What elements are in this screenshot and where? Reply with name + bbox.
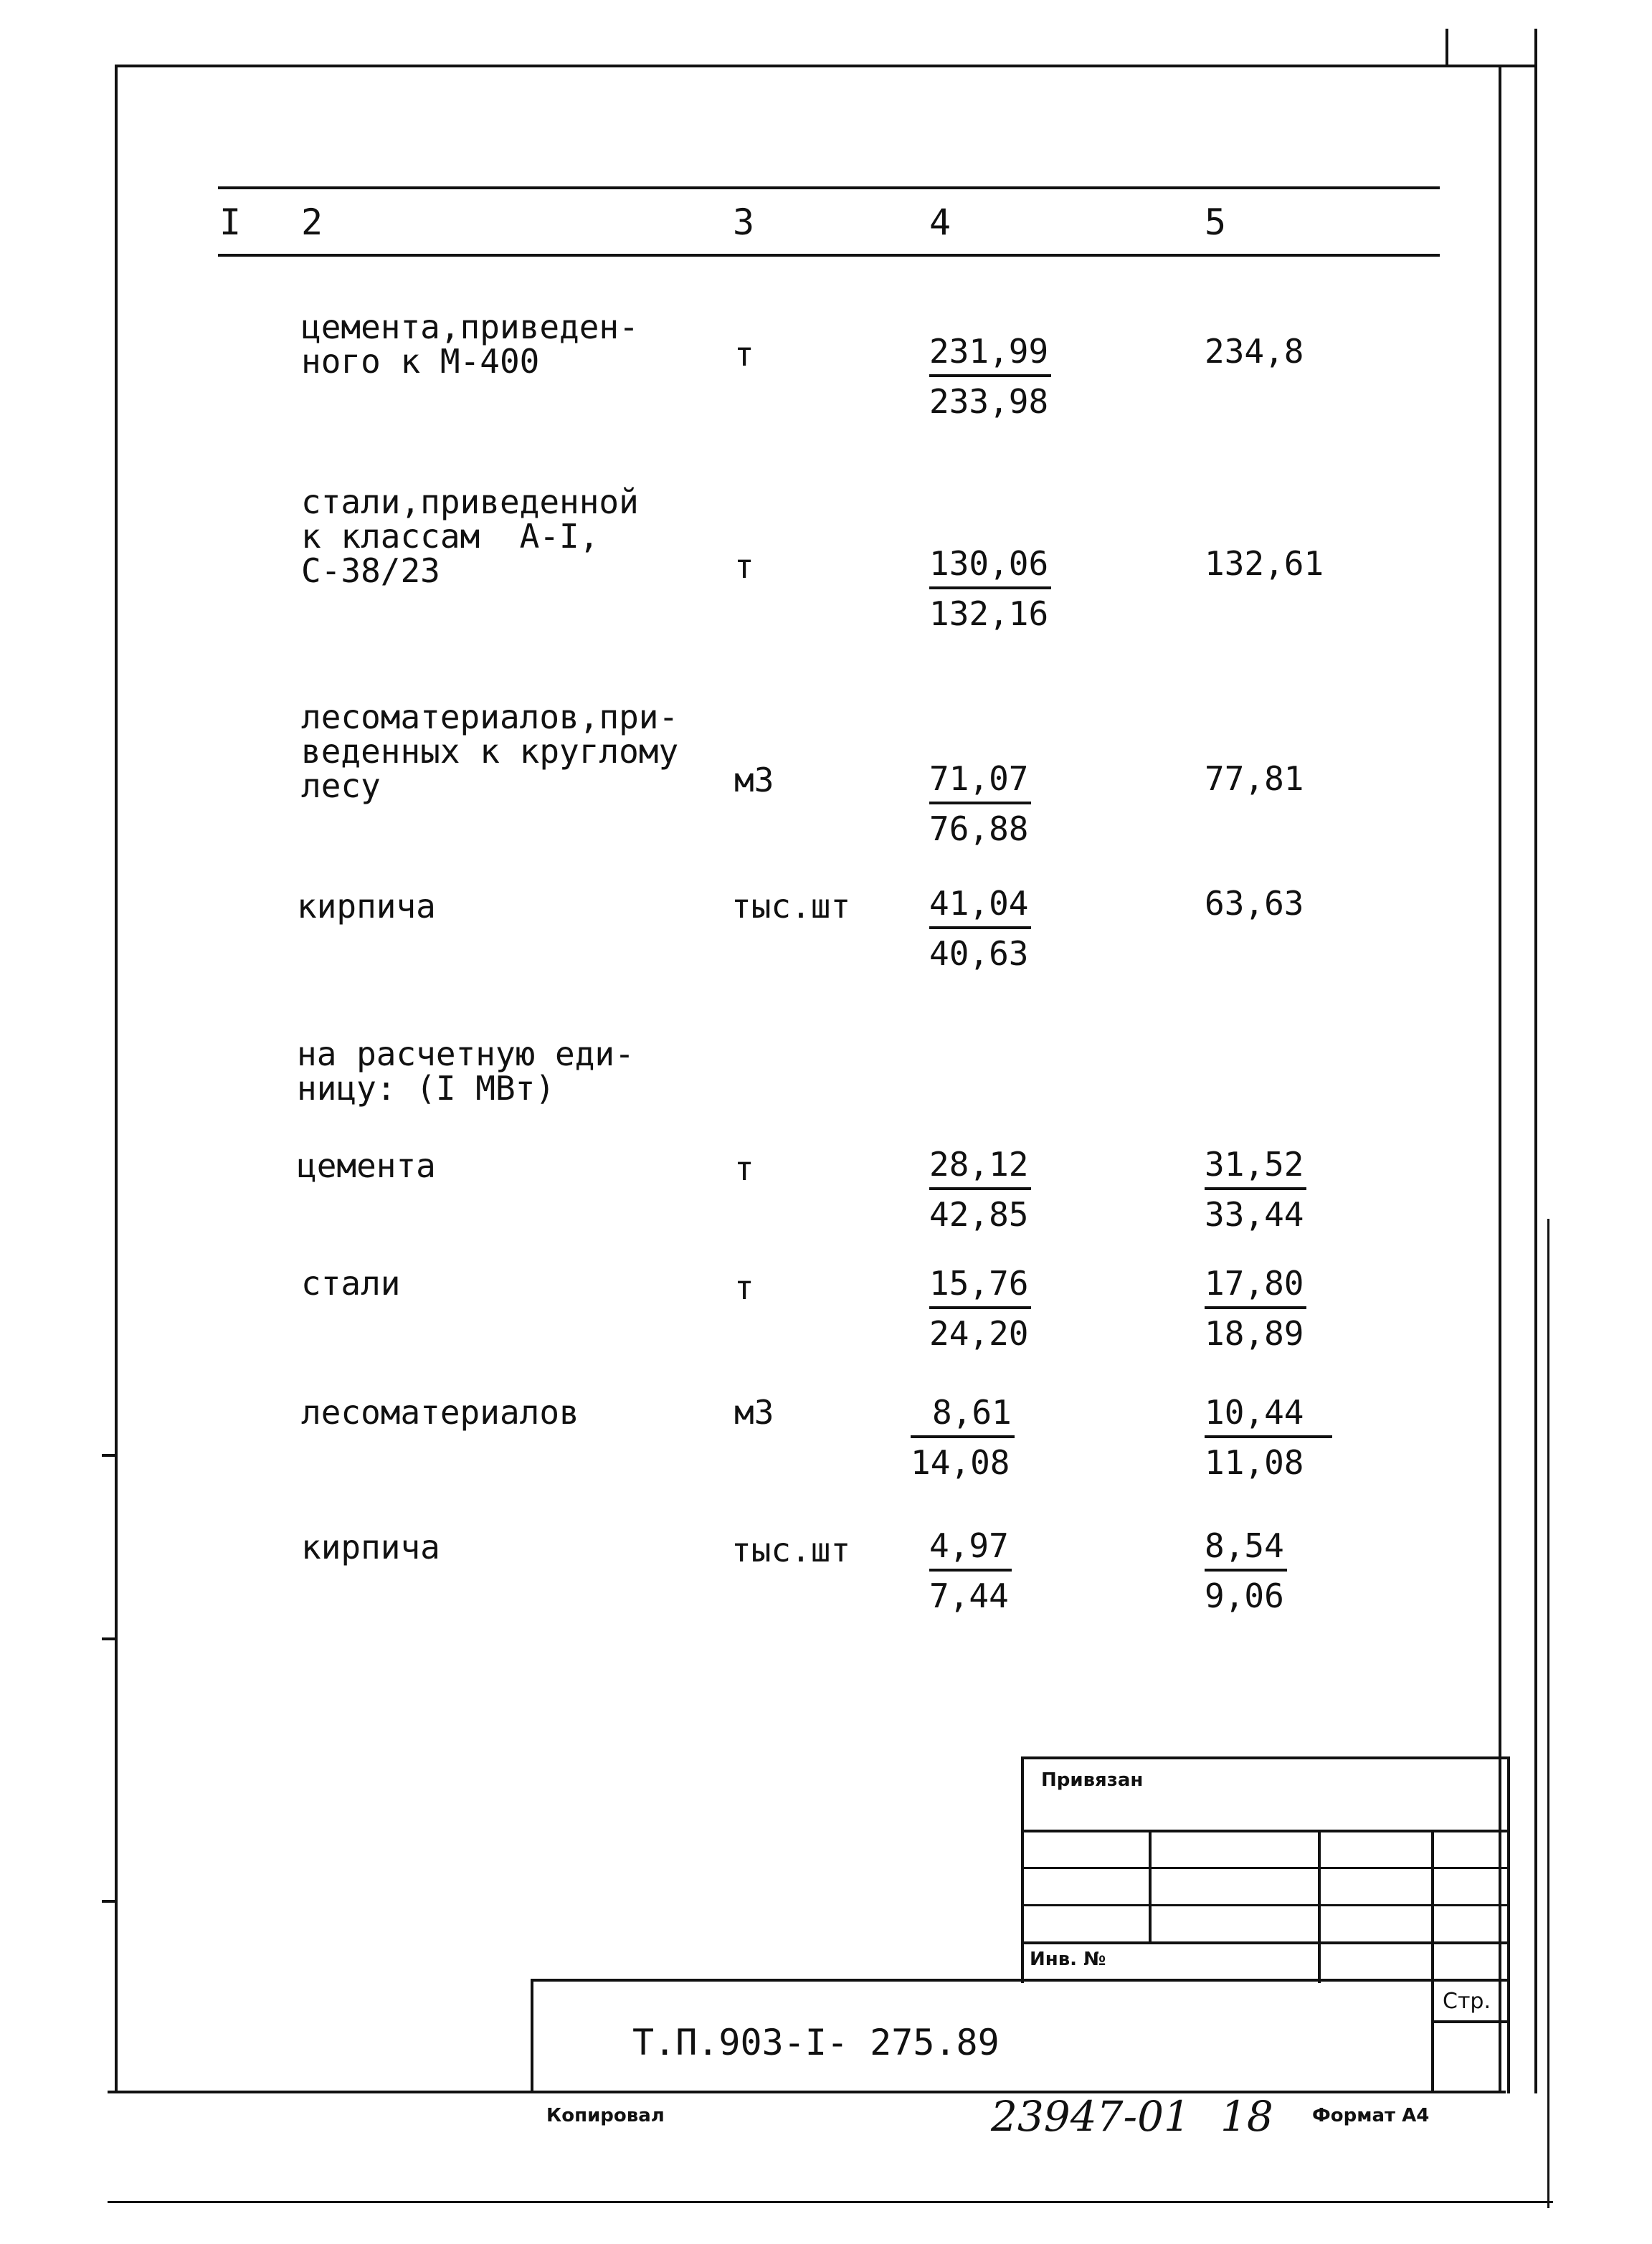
unit-row-steel-col5-top: 17,80 (1205, 1266, 1306, 1309)
section-title: на расчетную еди- ницу: (I МВт) (297, 1035, 635, 1108)
unit-row-cement-unit: т (734, 1149, 754, 1188)
unit-row-steel-col4 (908, 1266, 1031, 1351)
document-code: Т.П.903-I- 275.89 (632, 2022, 1000, 2063)
row-steel-col4 (929, 546, 1051, 631)
unit-row-timber-col4-bottom: 14,08 (911, 1443, 1010, 1482)
header-col-3: 3 (733, 201, 755, 243)
frame-top (115, 65, 1537, 67)
margin-tick (102, 1454, 118, 1457)
unit-row-cement-col5 (1205, 1147, 1306, 1232)
unit-row-timber-col4-top: 8,61 (911, 1395, 1015, 1438)
row-timber-col5: 77,81 (1205, 759, 1304, 798)
frame-top-tick (1446, 29, 1448, 67)
row-cement-col5: 234,8 (1205, 332, 1304, 371)
page-right-edge (1547, 1219, 1549, 2208)
unit-row-brick-col5 (1205, 1526, 1287, 1615)
row-steel-name: стали,приведенной к классам A-I, С-38/23 (301, 482, 639, 590)
table-header-rule-bottom (218, 254, 1440, 257)
stamp-page-label: Стр. (1443, 1989, 1491, 2014)
footer-format: Формат А4 (1312, 2105, 1430, 2126)
unit-row-timber-col4 (911, 1395, 1015, 1480)
stamp-grid-row (1021, 1830, 1509, 1832)
unit-row-timber-col5 (1205, 1395, 1332, 1480)
row-timber-name: лесоматериалов,при- веденных к круглому лесу (301, 698, 679, 805)
margin-tick (102, 1900, 118, 1903)
unit-row-timber-unit: м3 (734, 1393, 774, 1432)
row-cement-col4 (929, 334, 1051, 419)
row-brick-col4-top: 41,04 (929, 886, 1031, 929)
frame-right-inner (1499, 65, 1501, 2093)
footer-kopiroval: Копировал (546, 2105, 665, 2126)
unit-row-timber-name: лесоматериалов (301, 1393, 579, 1432)
unit-row-cement-col5-bottom: 33,44 (1205, 1195, 1304, 1234)
unit-row-cement-col4-top: 28,12 (929, 1147, 1031, 1190)
unit-row-steel-col4-top: 15,76 (929, 1266, 1031, 1309)
doc-block-page-row (1431, 2020, 1509, 2023)
unit-row-timber-col5-bottom: 11,08 (1205, 1443, 1304, 1482)
row-brick-name: кирпича (297, 887, 436, 926)
row-brick-col4-bottom: 40,63 (929, 934, 1029, 973)
unit-row-brick-col4-top: 4,97 (929, 1529, 1012, 1572)
row-timber-col4-top: 71,07 (929, 761, 1031, 804)
unit-row-cement-col4-bottom: 42,85 (929, 1195, 1029, 1234)
frame-left (115, 65, 118, 2093)
row-steel-unit: т (734, 547, 754, 586)
row-brick-unit: тыс.шт (731, 887, 851, 926)
stamp-top (1021, 1756, 1509, 1759)
stamp-grid-row (1021, 1904, 1509, 1906)
stamp-grid-row (1021, 1867, 1509, 1869)
unit-row-cement-col4 (929, 1147, 1031, 1232)
stamp-grid-col (1149, 1830, 1152, 1943)
stamp-privyazan: Привязан (1041, 1769, 1144, 1791)
stamp-grid-col (1318, 1830, 1321, 1983)
doc-block-left (531, 1979, 533, 2093)
header-col-5: 5 (1205, 201, 1227, 243)
unit-row-steel-unit: т (734, 1268, 754, 1307)
stamp-grid-row (1021, 1941, 1509, 1944)
row-brick-col4 (929, 886, 1031, 971)
unit-row-steel-col5 (1205, 1266, 1306, 1351)
unit-row-brick-col5-bottom: 9,06 (1205, 1577, 1284, 1615)
table-header-rule-top (218, 186, 1440, 189)
header-col-1: I (219, 201, 242, 243)
unit-row-timber-col5-top: 10,44 (1205, 1395, 1332, 1438)
row-steel-col4-top: 130,06 (929, 546, 1051, 589)
page-bottom-line (108, 2201, 1553, 2203)
stamp-left (1021, 1756, 1024, 1983)
row-cement-unit: т (734, 335, 754, 374)
unit-row-steel-col4-bottom: 24,20 (929, 1314, 1029, 1353)
unit-row-cement-col5-top: 31,52 (1205, 1147, 1306, 1190)
margin-tick (102, 1637, 118, 1640)
footer-page-number: 18 (1220, 2092, 1273, 2141)
unit-row-brick-unit: тыс.шт (731, 1531, 851, 1569)
row-cement-col4-bottom: 233,98 (929, 382, 1049, 421)
unit-row-brick-col4 (929, 1526, 1012, 1615)
stamp-right (1507, 1756, 1510, 2093)
row-cement-col4-top: 231,99 (929, 334, 1051, 377)
row-steel-col5: 132,61 (1205, 544, 1324, 583)
stamp-inv-no: Инв. № (1030, 1949, 1106, 1970)
unit-row-steel-name: стали (301, 1264, 401, 1303)
row-brick-col5: 63,63 (1205, 884, 1304, 923)
row-timber-col4 (929, 761, 1031, 846)
header-col-4: 4 (929, 201, 951, 243)
unit-row-brick-col4-bottom: 7,44 (929, 1577, 1009, 1615)
unit-row-steel-col5-bottom: 18,89 (1205, 1314, 1304, 1353)
frame-right-outer (1534, 29, 1537, 2093)
row-timber-col4-bottom: 76,88 (929, 809, 1029, 848)
unit-row-cement-name: цемента (297, 1146, 436, 1185)
unit-row-brick-col5-top: 8,54 (1205, 1529, 1287, 1572)
row-steel-col4-bottom: 132,16 (929, 594, 1049, 633)
row-timber-unit: м3 (734, 761, 774, 799)
frame-bottom (108, 2091, 1506, 2093)
unit-row-brick-name: кирпича (301, 1528, 440, 1566)
row-cement-name: цемента,приведен- ного к М-400 (301, 308, 639, 381)
stamp-grid-col (1431, 1830, 1434, 1983)
doc-block-page-col (1431, 1979, 1434, 2093)
doc-block-top (531, 1979, 1509, 1982)
footer-archive-number: 23947-01 (991, 2092, 1190, 2141)
header-col-2: 2 (301, 201, 323, 243)
